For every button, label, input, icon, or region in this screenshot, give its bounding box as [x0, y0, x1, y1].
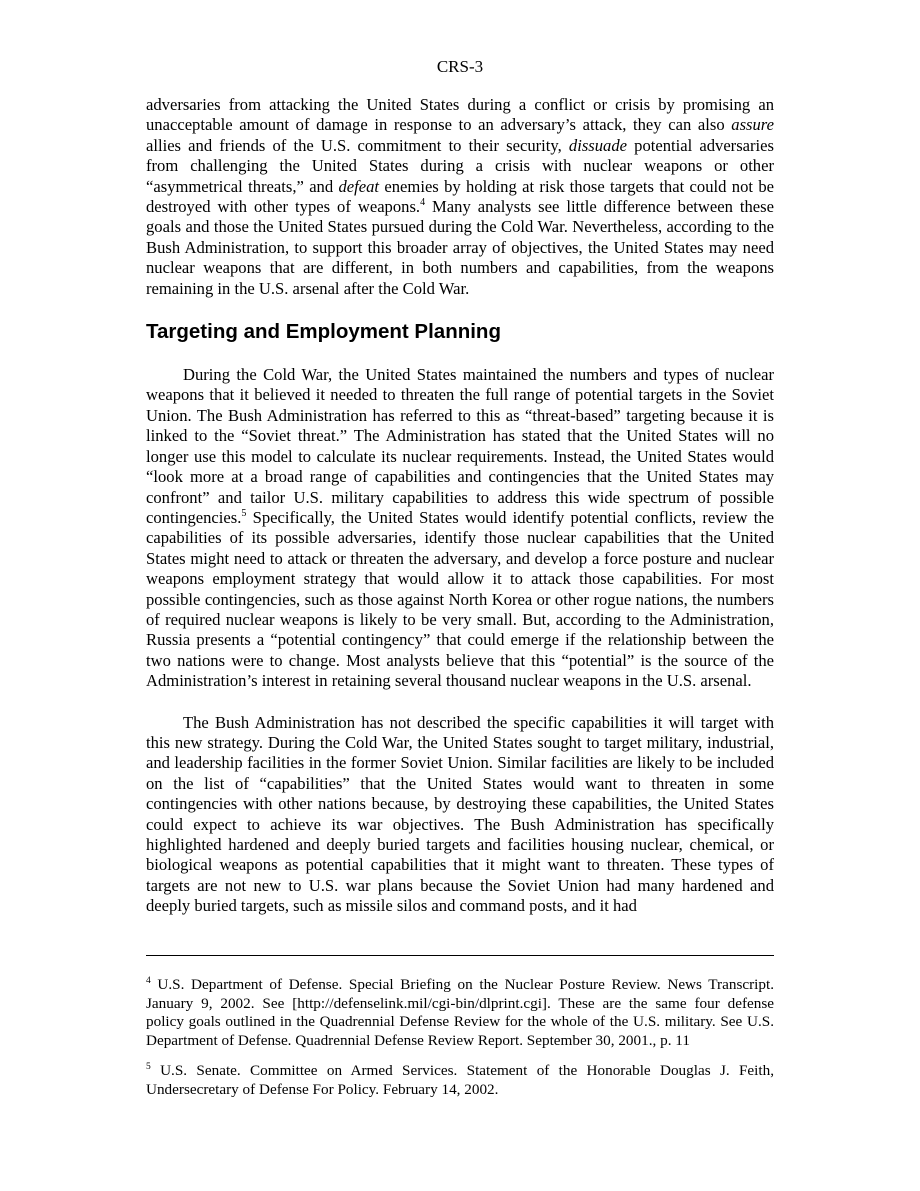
p1-text-b: allies and friends of the U.S. commitment to their security,	[146, 135, 569, 155]
footnote-number: 5	[146, 1061, 151, 1072]
footnote-text: U.S. Senate. Committee on Armed Services. Statement of the Honorable Douglas J. Feith, Undersecretary of Defense For Policy. February 14, 2002.	[146, 1061, 774, 1098]
footnote-5	[146, 1062, 774, 1099]
p1-emphasis-defeat: defeat	[338, 176, 380, 196]
footnote-number: 4	[146, 976, 151, 986]
p1-text-a: adversaries from attacking the United States during a conflict or crisis by promising an unacceptable amount of damage in response to an adversary’s attack, they can also	[146, 95, 774, 135]
footnote-text: U.S. Department of Defense. Special Briefing on the Nuclear Posture Review. News Transcript. January 9, 2002. See [http://defenselink.mil/cgi-bin/dlprint.cgi]. These are the same four defense policy goals outlined in the Quadrennial Defense Review for the whole of the U.S. military. See U.S. Department of Defense. Quadrennial Defense Review Report. September 30, 2001., p. 11	[146, 976, 774, 1050]
footnote-4	[146, 976, 774, 1051]
footnote-ref-5[interactable]: 5	[241, 507, 247, 519]
p2-text-b: Specifically, the United States would identify potential conflicts, review the capabilities of its possible adversaries, identify those nuclear capabilities that the United States might need to attack or threaten the adversary, and develop a force posture and nuclear weapons employment strategy that would allow it to attack those capabilities. For most possible contingencies, such as those against North Korea or other rogue nations, the numbers of required nuclear weapons is likely to be very small. But, according to the Administration, Russia presents a “potential contingency” that could emerge if the relationship between the two nations were to change. Most analysts believe that this “potential” is the source of the Administration’s interest in retaining several thousand nuclear weapons in the U.S. arsenal.	[146, 507, 774, 691]
paragraph-continuation	[146, 95, 774, 299]
footnote-ref-4[interactable]: 4	[420, 197, 426, 209]
p1-text-c: potential adversaries from challenging the United States during a crisis with nuclear weapons or other “asymmetrical threats,” and	[146, 135, 774, 196]
p1-emphasis-dissuade: dissuade	[568, 135, 627, 155]
section-heading: Targeting and Employment Planning	[146, 320, 501, 344]
p1-text-d: enemies by holding at risk those targets that could not be destroyed with other types of weapons.	[146, 176, 774, 217]
p1-emphasis-assure: assure	[731, 115, 774, 135]
p2-text-a: During the Cold War, the United States maintained the numbers and types of nuclear weapons that it believed it needed to threaten the full range of potential targets in the Soviet Union. The Bush Administration has referred to this as “threat-based” targeting because it is linked to the “Soviet threat.” The Administration has stated that the United States will no longer use this model to calculate its nuclear requirements. Instead, the United States would “look more at a broad range of capabilities and contingencies that the United States may confront” and tailor U.S. military capabilities to address this wide spectrum of possible contingencies.	[146, 365, 774, 527]
footnotes	[146, 976, 774, 1110]
p1-text-e: Many analysts see little difference between these goals and those the United States pursued during the Cold War. Nevertheless, according to the Bush Administration, to support this broader array of objectives, the United States may need nuclear weapons that are different, in both numbers and capabilities, from the weapons remaining in the U.S. arsenal after the Cold War.	[146, 197, 774, 298]
paragraph-capabilities: The Bush Administration has not described the specific capabilities it will target with this new strategy. During the Cold War, the United States sought to target military, industrial, and leadership facilities in the former Soviet Union. Similar facilities are likely to be included on the list of “capabilities” that the United States would want to threaten in some contingencies with other nations because, by destroying these capabilities, the United States could expect to achieve its war objectives. The Bush Administration has specifically highlighted hardened and deeply buried targets and facilities housing nuclear, chemical, or biological weapons as potential capabilities that it might want to threaten. These types of targets are not new to U.S. war plans because the Soviet Union had many hardened and deeply buried targets, such as missile silos and command posts, and it had	[146, 712, 774, 916]
page-header: CRS-3	[436, 57, 484, 76]
footnote-divider	[146, 955, 774, 956]
paragraph-targeting	[146, 365, 774, 692]
body-text	[146, 95, 774, 917]
